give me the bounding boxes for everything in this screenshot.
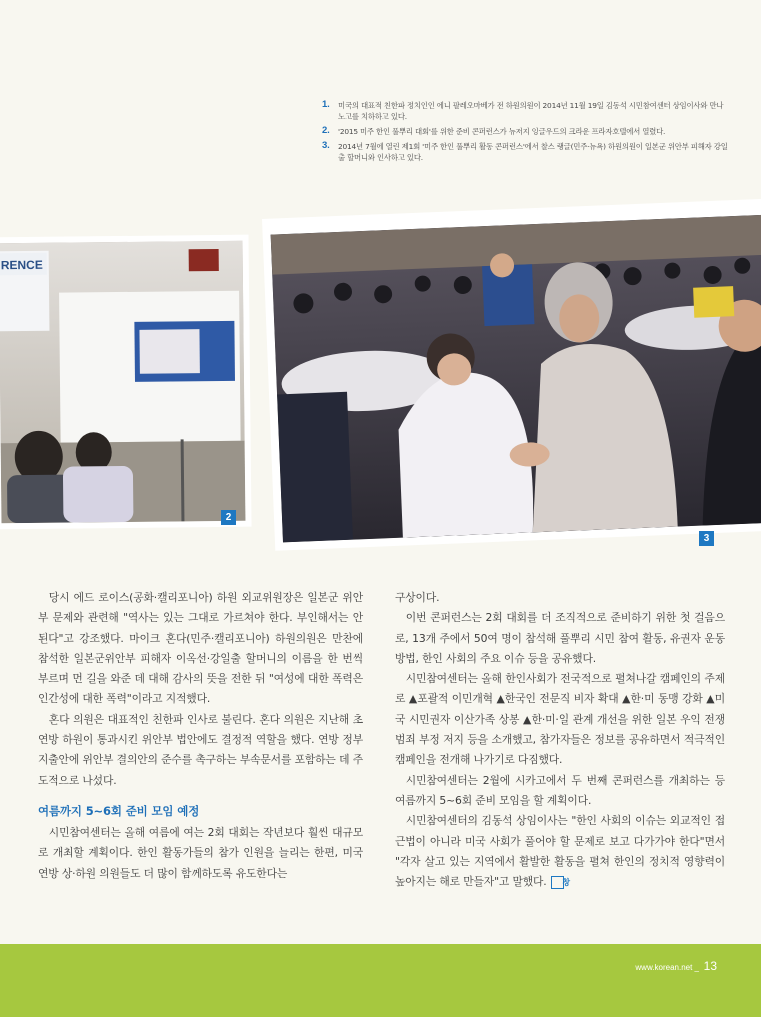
caption-number: 3. xyxy=(322,140,330,151)
photo-captions xyxy=(322,100,732,167)
caption-2 xyxy=(322,126,732,137)
paragraph: 구상이다. xyxy=(395,591,440,604)
paragraph: 혼다 의원은 대표적인 친한파 인사로 불린다. 혼다 의원은 지난해 초 연방 하원이 통과시킨 위안부 법안에도 결정적 역할을 했다. 연방 정부 지출안에 위안부 결의안의 준수를 촉구하는 부속문서를 포함하는 데 주도적으로 나섰다. xyxy=(38,712,363,787)
section-heading: 여름까지 5~6회 준비 모임 예정 xyxy=(38,803,200,818)
caption-text: 2014년 7월에 열린 제1회 '미주 한인 풀뿌리 활동 콘퍼런스'에서 찰스 랭글(민주·뉴욕) 하원의원이 일본군 위안부 피해자 강일출 할머니와 인사하고 있다. xyxy=(338,142,728,162)
caption-1 xyxy=(322,100,732,122)
paragraph: 시민참여센터는 2월에 시카고에서 두 번째 콘퍼런스를 개최하는 등 여름까지 5~6회 준비 모임을 할 계획이다. xyxy=(395,773,725,807)
paragraph: 이번 콘퍼런스는 2회 대회를 더 조직적으로 준비하기 위한 첫 걸음으로, 13개 주에서 50여 명이 참석해 풀뿌리 시민 참여 활동, 유권자 운동 방법, 한인 사회의 주요 이슈 등을 공유했다. xyxy=(395,611,725,665)
banner-text: RENCE xyxy=(0,257,43,273)
paragraph-text: 시민참여센터의 김동석 상임이사는 "한인 사회의 이슈는 외교적인 접근법이 아니라 미국 사회가 풀어야 할 문제로 보고 다가가야 한다"면서 "각자 살고 있는 지역에서 활발한 활동을 펼쳐 한인의 정치적 영향력이 높아지는 해로 만들자"고 말했다. xyxy=(395,814,725,889)
end-mark-icon: 창 xyxy=(551,876,564,889)
photo-number-badge: 3 xyxy=(699,531,714,546)
photo-conference xyxy=(0,235,252,530)
paragraph: 시민참여센터는 올해 한인사회가 전국적으로 펼쳐나갈 캠페인의 주제로 ▲포괄적 이민개혁 ▲한국인 전문직 비자 확대 ▲한·미 동맹 강화 ▲미국 시민권자 이산가족 상봉 ▲한·미·일 관계 개선을 위한 일본 우익 전쟁범죄 부정 저지 등을 소개했고, 참가자들은 정보를 공유하면서 적극적인 캠페인을 전개해 나가기로 다짐했다. xyxy=(395,672,725,767)
photo-number-badge: 2 xyxy=(221,510,236,525)
caption-text: '2015 미주 한인 풀뿌리 대회'를 위한 준비 콘퍼런스가 뉴저지 잉글우드의 크라운 프라자호텔에서 열렸다. xyxy=(338,127,666,136)
banquet-image xyxy=(271,215,761,543)
caption-text: 미국의 대표적 친한파 정치인인 에니 팔레오마베가 전 하원의원이 2014년 11월 19일 김동석 시민참여센터 상임이사와 만나 노고를 치하하고 있다. xyxy=(338,101,724,121)
paragraph: 시민참여센터는 올해 여름에 여는 2회 대회는 작년보다 훨씬 대규모로 개최할 계획이다. 한인 활동가들의 참가 인원을 늘리는 한편, 미국 연방 상·하원 의원들도 더 많이 함께하도록 유도한다는 xyxy=(38,825,363,880)
page-footer xyxy=(0,944,761,1017)
article-column-left xyxy=(38,588,363,884)
caption-number: 1. xyxy=(322,99,330,110)
paragraph: 당시 에드 로이스(공화·캘리포니아) 하원 외교위원장은 일본군 위안부 문제와 관련해 "역사는 있는 그대로 가르쳐야 한다. 부인해서는 안된다"고 강조했다. 마이크 혼다(민주·캘리포니아) 하원의원은 만찬에 참석한 일본군위안부 피해자 이옥선·강일출 할머니의 이름을 한 번씩 부르며 먼 길을 와준 데 대해 감사의 뜻을 전한 뒤 "여성에 대한 폭력은 인간성에 대한 폭력"이라고 지적했다. xyxy=(38,591,363,706)
footer-url: www.korean.net _ xyxy=(635,963,699,972)
caption-number: 2. xyxy=(322,125,330,136)
banquet-scene-drawing xyxy=(271,215,761,543)
photo-banquet xyxy=(262,199,761,551)
article-column-right xyxy=(395,588,725,892)
paragraph xyxy=(395,811,725,892)
caption-3 xyxy=(322,141,732,163)
conference-scene-drawing xyxy=(0,241,245,524)
page-number: 13 xyxy=(703,959,717,973)
conference-image xyxy=(0,241,245,524)
